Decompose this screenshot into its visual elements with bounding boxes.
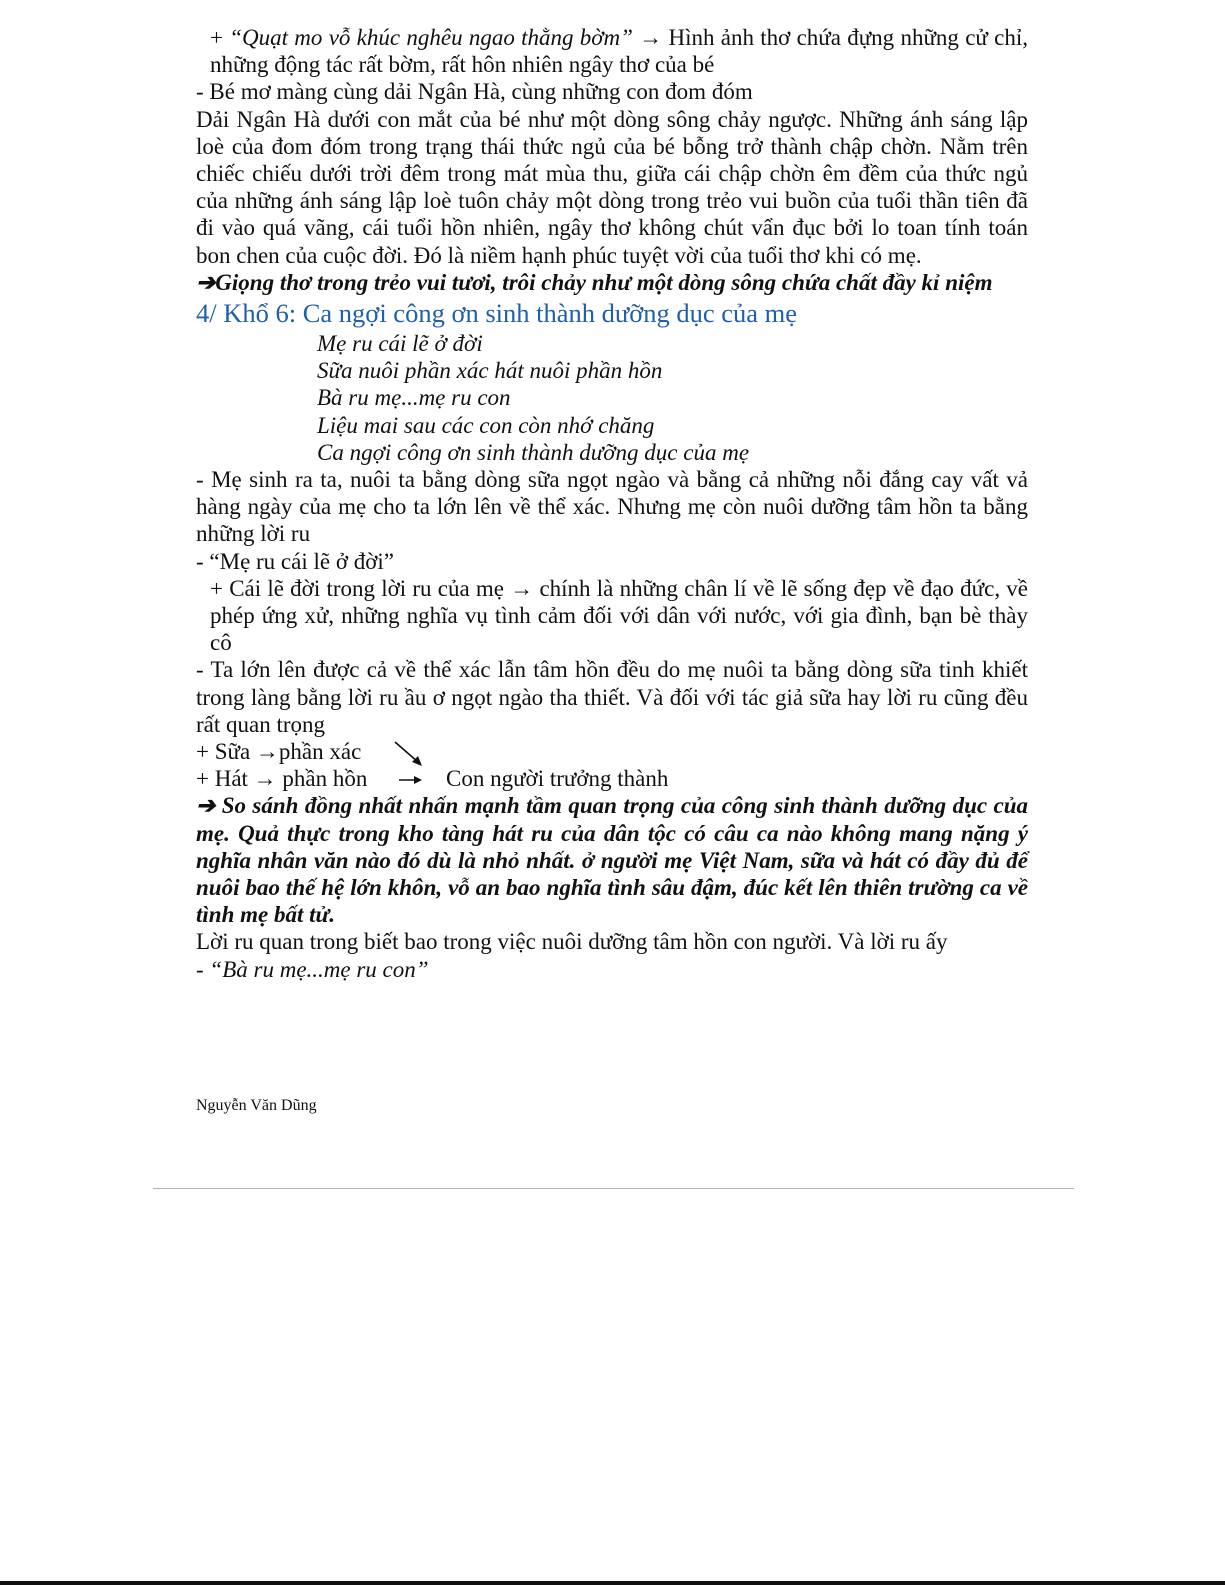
quote-italic: “Quạt mo vỗ khúc nghêu ngao thằng bờm” xyxy=(229,25,633,50)
paragraph-lullaby-truth: + Cái lẽ đời trong lời ru của mẹ → chính là những chân lí về lẽ sống đẹp về đạo đức, về phép ứng xử, những nghĩa vụ tình cảm đối với dân với nước, với gia đình, bạn bè thày cô xyxy=(210,575,1028,656)
dash: - xyxy=(196,956,210,982)
quote-line-1: - “Mẹ ru cái lẽ ở đời” xyxy=(196,548,395,574)
poem-line: Mẹ ru cái lẽ ở đời xyxy=(317,331,483,357)
text-line-2: - Bé mơ màng cùng dải Ngân Hà, cùng những con đom đóm xyxy=(196,79,753,105)
bullet: + xyxy=(210,25,230,50)
song-row xyxy=(196,765,1028,792)
song-label: + Hát → phần hồn xyxy=(196,766,368,792)
author-footer: Nguyễn Văn Dũng xyxy=(196,1097,317,1114)
page-bottom-edge xyxy=(0,1581,1225,1585)
poem-line: Ca ngợi công ơn sinh thành dưỡng dục của mẹ xyxy=(317,439,750,465)
poem-line: Liệu mai sau các con còn nhớ chăng xyxy=(317,412,655,438)
poem-line: Bà ru mẹ...mẹ ru con xyxy=(317,385,511,411)
milk-label: + Sữa →phần xác xyxy=(196,739,362,765)
milk-row xyxy=(196,738,1028,765)
paragraph-body-soul: - Ta lớn lên được cả về thể xác lẫn tâm hồn đều do mẹ nuôi ta bằng dòng sữa tinh khiết trong làng bằng lời ru ầu ơ ngọt ngào tha thiết. Và đối với tác giả sữa hay lời ru cũng đều rất quan trọng xyxy=(196,657,1028,737)
quote-italic-2: “Bà ru mẹ...mẹ ru con” xyxy=(209,956,429,982)
result-label: Con người trưởng thành xyxy=(446,766,669,792)
quote-line-2 xyxy=(196,956,1028,983)
paragraph-lullaby-importance: Lời ru quan trong biết bao trong việc nuôi dưỡng tâm hồn con người. Và lời ru ấy xyxy=(196,929,948,955)
conclusion-2: ➔ So sánh đồng nhất nhấn mạnh tầm quan trọng của công sinh thành dưỡng dục của mẹ. Quả thực trong kho tàng hát ru của dân tộc có câu ca nào không mang nặng ý nghĩa nhân văn nào đó dù là nhỏ nhất. ở người mẹ Việt Nam, sữa và hát có đầy đủ để nuôi bao thế hệ lớn khôn, vỗ an bao nghĩa tình sâu đậm, đúc kết lên thiên trường ca về tình mẹ bất tử. xyxy=(196,793,1028,928)
page-divider xyxy=(153,1188,1074,1189)
poem-block xyxy=(196,330,1028,466)
section-heading: 4/ Khổ 6: Ca ngợi công ơn sinh thành dưỡng dục của mẹ xyxy=(196,298,798,329)
paragraph-mother-nurtures: - Mẹ sinh ra ta, nuôi ta bằng dòng sữa ngọt ngào và bằng cả những nỗi đắng cay vất vả hàng ngày của mẹ cho ta lớn lên về thể xác. Nhưng mẹ còn nuôi dưỡng tâm hồn ta bằng những lời ru xyxy=(196,467,1028,547)
conclusion-1: ➔Giọng thơ trong trẻo vui tươi, trôi chảy như một dòng sông chứa chất đầy kỉ niệm xyxy=(196,269,993,295)
quote-explanation: → Hình ảnh thơ chứa đựng những cử chỉ, những động tác rất bờm, rất hôn nhiên ngây thơ của bé xyxy=(210,25,1028,78)
paragraph-milky-way: Dải Ngân Hà dưới con mắt của bé như một dòng sông chảy ngược. Những ánh sáng lập loè của đom đóm trong trạng thái thức ngủ của bé bỗng trở thành chập chờn. Nằm trên chiếc chiếu dưới trời đêm trong mát mùa thu, giữa cái chập chờn êm đềm của thức ngủ của những ánh sáng lập loè tuôn chảy một dòng trong trẻo vui buồn của tuổi thần tiên đã đi vào quá vãng, cái tuổi hồn nhiên, ngây thơ không chút vẩn đục bởi lo toan tính toán bon chen của cuộc đời. Đó là niềm hạnh phúc tuyệt vời của tuổi thơ khi có mẹ. xyxy=(196,106,1028,268)
text-line-quote-1 xyxy=(196,24,1028,78)
document-body xyxy=(196,24,1028,983)
poem-line: Sữa nuôi phần xác hát nuôi phần hồn xyxy=(317,358,663,384)
